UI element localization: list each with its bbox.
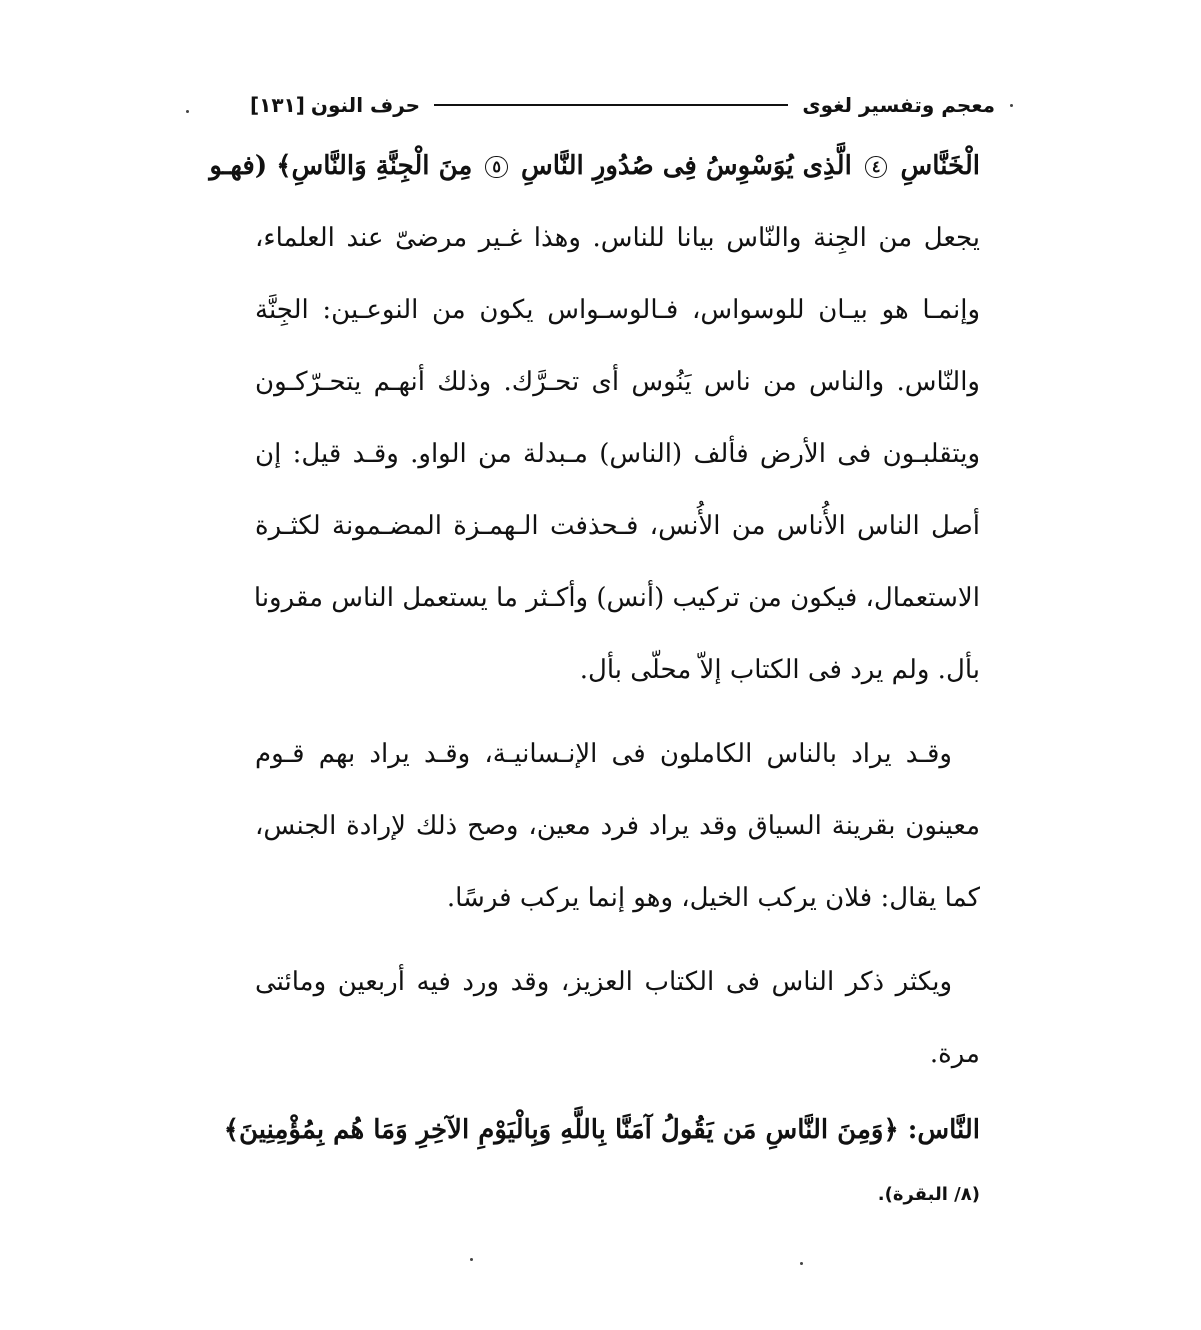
section-reference — [250, 93, 420, 117]
page-body — [209, 130, 981, 1220]
section-title: حرف النون — [310, 93, 421, 117]
verse-continuation-text: الخناس ٤ الذى يوسوس فى صدور الناس ٥ من الجنة والناس﴾ (فهـو — [209, 151, 980, 181]
dictionary-entry — [223, 1090, 980, 1170]
text-line: يجعل من الجِنة والنّاس بيانا للناس. وهذا غـير مرضىّ عند العلماء، — [255, 223, 981, 253]
scan-speck — [800, 1262, 803, 1265]
text-line: الاستعمال، فيكون من تركيب (أنس) وأكـثر ما يستعمل الناس مقرونا — [253, 583, 980, 613]
text-line: ويكثر ذكر الناس فى الكتاب العزيز، وقد ورد فيه أربعين ومائتى — [255, 967, 952, 997]
page-number: [١٣١] — [250, 93, 305, 117]
text-line: وقـد يراد بالناس الكاملون فى الإنـسانيـة، وقـد يراد بهم قـوم — [255, 739, 952, 769]
text-line: ويتقلبـون فى الأرض فألف (الناس) مـبدلة من الواو. وقـد قيل: إن — [255, 439, 980, 469]
verse-reference: (٨/ البقرة). — [877, 1184, 980, 1205]
scan-speck — [470, 1258, 473, 1261]
text-line: كما يقال: فلان يركب الخيل، وهو إنما يركب فرسًا. — [446, 883, 980, 913]
text-line: معينون بقرينة السياق وقد يراد فرد معين، وصح ذلك لإرادة الجنس، — [255, 811, 980, 841]
text-line: مرة. — [929, 1039, 980, 1069]
entry-headword: النَّاس: — [907, 1115, 980, 1145]
book-title: معجم وتفسير لغوى — [802, 93, 995, 117]
text-line: أصل الناس الأُناس من الأُنس، فـحذفت الـهمـزة المضـمونة لكثـرة — [255, 511, 980, 541]
entry-verse: ﴿وَمِنَ النَّاسِ مَن يَقُولُ آمَنَّا بِاللَّهِ وَبِالْيَوْمِ الآخِرِ وَمَا هُم بِمُؤْمِنِينَ﴾ — [223, 1115, 899, 1145]
header-rule — [434, 104, 788, 106]
text-line: والنّاس. والناس من ناس يَنُوس أى تحـرَّك. وذلك أنهـم يتحـرّكـون — [255, 367, 980, 397]
ayah-number-marker: ٤ — [865, 156, 888, 178]
verse-line — [209, 130, 980, 202]
text-line: بأل. ولم يرد فى الكتاب إلاّ محلّى بأل. — [579, 655, 980, 685]
text-line: وإنمـا هو بيـان للوسواس، فـالوسـواس يكون من النوعـين: الجِنَّة — [255, 295, 980, 325]
ayah-number-marker: ٥ — [485, 156, 508, 178]
scan-speck — [1010, 104, 1013, 107]
running-header — [250, 88, 995, 122]
scan-speck — [186, 110, 189, 113]
